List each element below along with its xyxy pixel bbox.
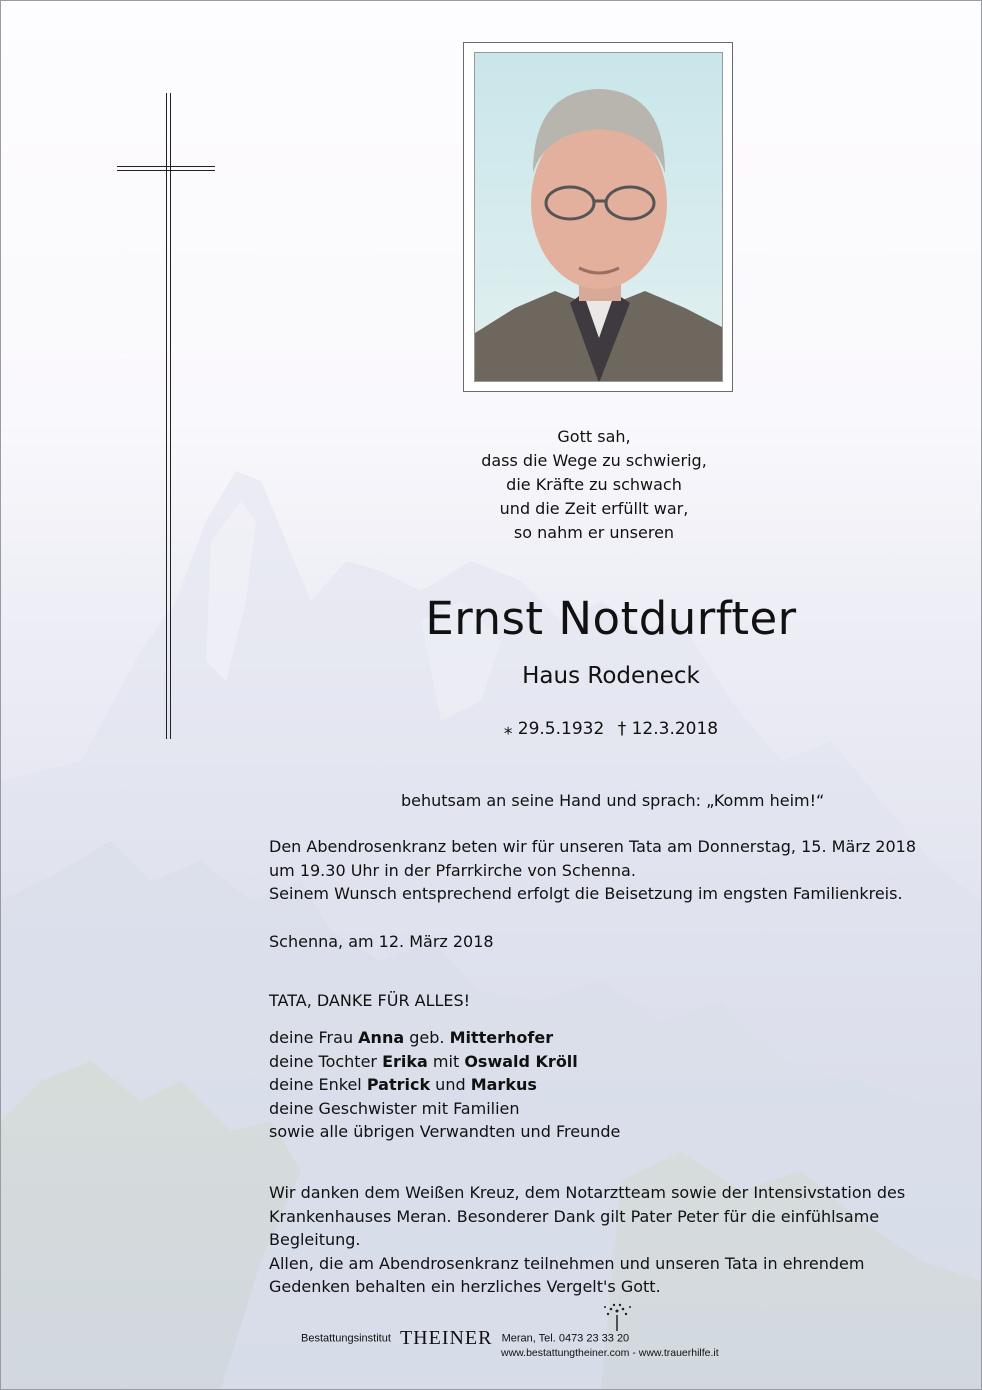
cross-vertical-bar (166, 93, 171, 739)
birth-date: ⁎ 29.5.1932 (503, 719, 605, 739)
portrait-illustration (475, 53, 723, 382)
final-thanks-line: Begleitung. (269, 1230, 361, 1249)
quote-line: dass die Wege zu schwierig, (481, 451, 707, 470)
deceased-house: Haus Rodeneck (522, 663, 700, 689)
final-thanks-line: Krankenhauses Meran. Besonderer Dank gilt Pater Peter für die einfühlsame (269, 1206, 880, 1226)
final-thanks-line: Allen, die am Abendrosenkranz teilnehmen und unseren Tata in ehrendem (269, 1253, 865, 1273)
footer-websites: www.bestattungtheiner.com - www.trauerhilfe.it (501, 1347, 719, 1359)
rosary-line: um 19.30 Uhr in der Pfarrkirche von Schenna. (269, 860, 636, 880)
rosary-announcement (269, 835, 916, 906)
death-date: † 12.3.2018 (617, 719, 719, 739)
final-thanks-line: Wir danken dem Weißen Kreuz, dem Notarztteam sowie der Intensivstation des (269, 1183, 906, 1202)
quote-continuation: behutsam an seine Hand und sprach: „Komm heim!“ (401, 791, 825, 810)
quote-line: die Kräfte zu schwach (506, 475, 682, 494)
memorial-quote (431, 425, 757, 545)
quote-line: und die Zeit erfüllt war, (499, 499, 689, 518)
family-grandchildren: deine Enkel Patrick und Markus (269, 1075, 537, 1094)
deceased-name: Ernst Notdurfter (425, 592, 797, 645)
rosary-line: Den Abendrosenkranz beten wir für unseren Tata am Donnerstag, 15. März 2018 (269, 837, 917, 856)
brand-name: THEINER (399, 1327, 493, 1349)
cross-horizontal-bar (117, 166, 215, 171)
contact-phone: Meran, Tel. 0473 23 33 20 (501, 1332, 630, 1345)
family-daughter: deine Tochter Erika mit Oswald Kröll (269, 1051, 578, 1071)
rosary-line: Seinem Wunsch entsprechend erfolgt die Beisetzung im engsten Familienkreis. (269, 884, 903, 903)
place-date: Schenna, am 12. März 2018 (269, 932, 494, 951)
portrait-photo (474, 52, 723, 382)
family-relatives: sowie alle übrigen Verwandten und Freunde (269, 1122, 621, 1141)
life-dates (451, 717, 771, 741)
institute-label: Bestattungsinstitut (301, 1332, 391, 1345)
quote-line: so nahm er unseren (513, 523, 675, 542)
family-list (269, 1026, 620, 1144)
family-siblings: deine Geschwister mit Familien (269, 1098, 520, 1118)
thanks-heading: TATA, DANKE FÜR ALLES! (269, 991, 471, 1010)
final-thanks-line: Gedenken behalten ein herzliches Vergelt's Gott. (269, 1277, 661, 1296)
portrait-frame (463, 42, 733, 392)
final-thanks (269, 1181, 905, 1299)
family-wife: deine Frau Anna geb. Mitterhofer (269, 1028, 554, 1047)
quote-line: Gott sah, (557, 427, 631, 446)
